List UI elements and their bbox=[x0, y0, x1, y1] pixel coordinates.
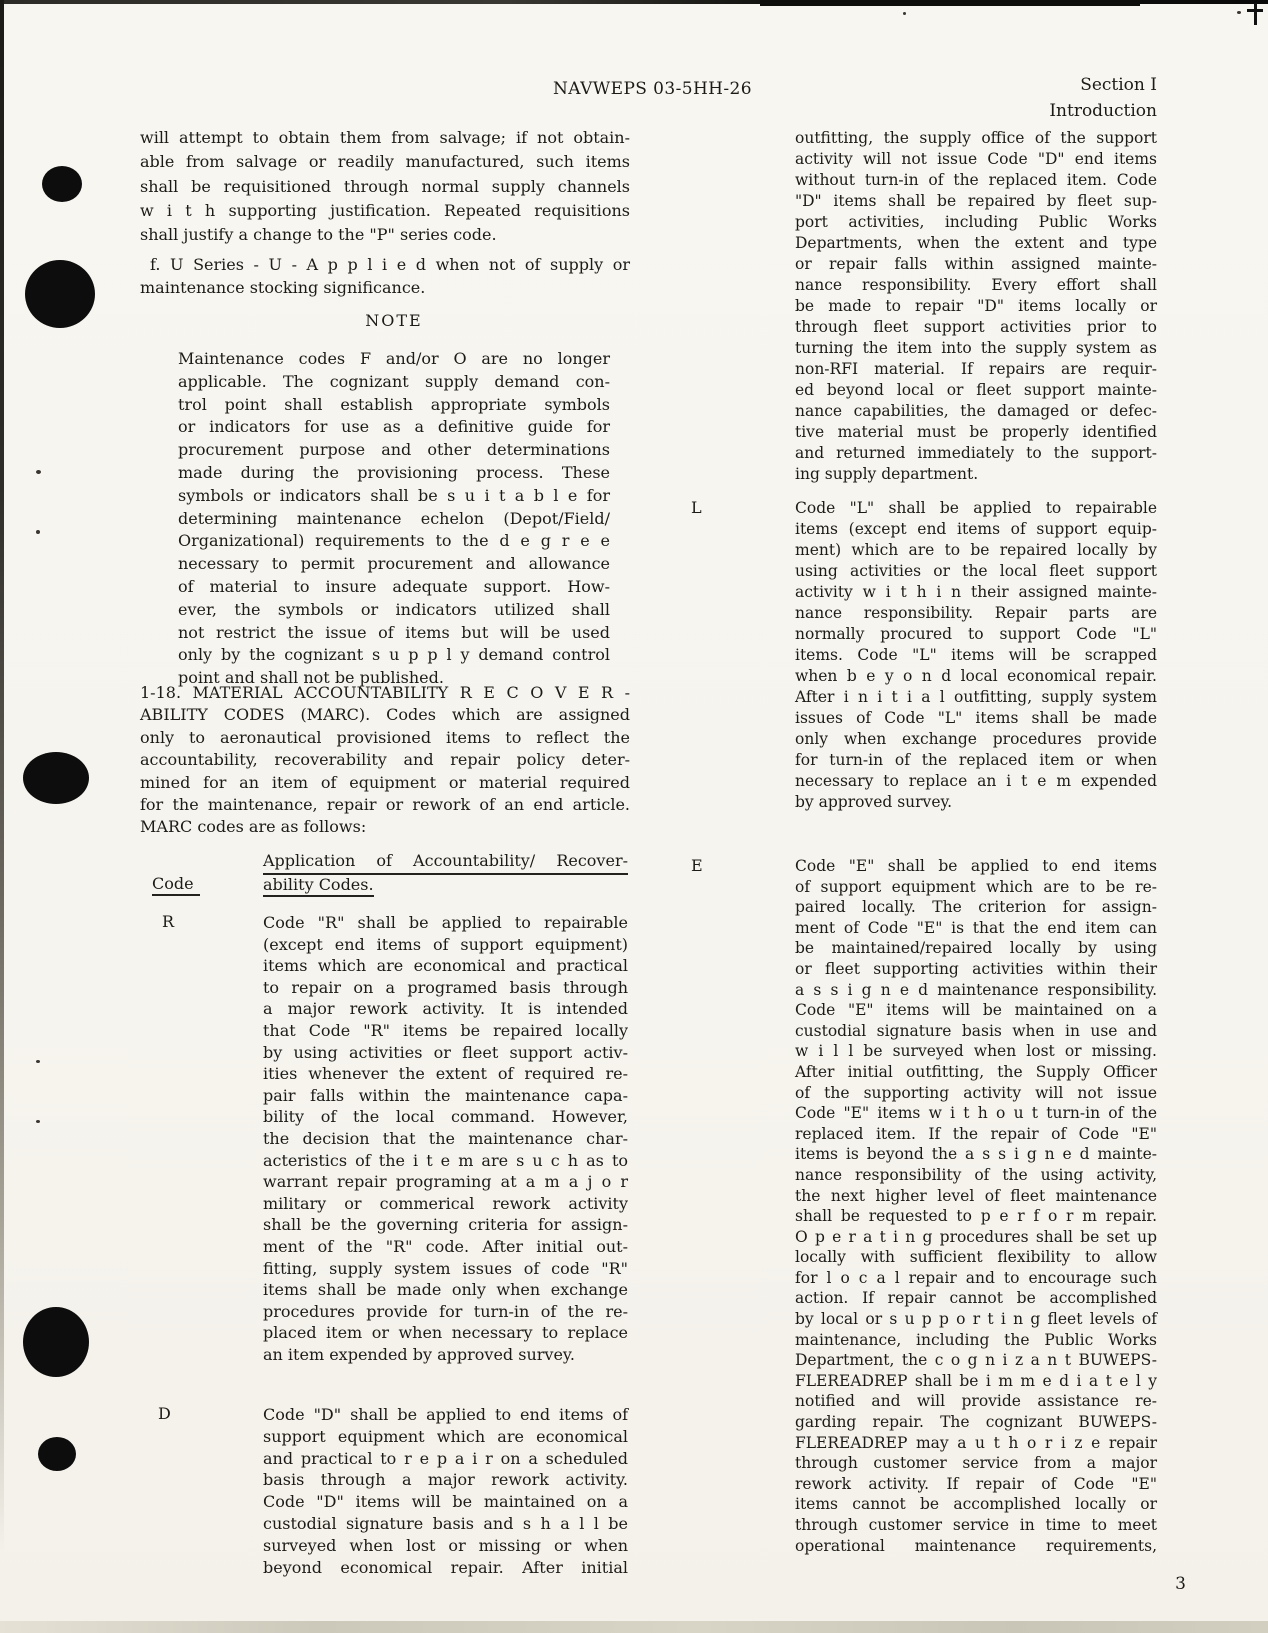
scan-speck bbox=[1237, 11, 1241, 14]
code-D-description-continuation bbox=[795, 128, 1157, 485]
text-line: ment) which are to be repaired locally by bbox=[795, 541, 1157, 559]
page-number: 3 bbox=[1175, 1574, 1186, 1594]
text-line: for the maintenance, repair or rework of an end article. bbox=[140, 795, 630, 815]
code-letter-E: E bbox=[691, 856, 703, 875]
paragraph-1-18-marc bbox=[140, 682, 630, 839]
text-line: that Code "R" items be repaired locally bbox=[263, 1020, 628, 1040]
text-line: when b e y o n d local economical repair. bbox=[795, 667, 1157, 685]
text-line: non-RFI material. If repairs are requir- bbox=[795, 360, 1157, 378]
text-line: the decision that the maintenance char- bbox=[263, 1128, 628, 1148]
text-line: After i n i t i a l outfitting, supply system bbox=[795, 688, 1157, 706]
text-line: through customer service from a major bbox=[795, 1454, 1157, 1473]
text-line: shall be the governing criteria for assign- bbox=[263, 1215, 628, 1235]
code-E-description bbox=[795, 856, 1157, 1556]
text-line: Code "L" shall be applied to repairable bbox=[795, 499, 1157, 517]
code-letter-L: L bbox=[691, 498, 702, 517]
text-line: procedures provide for turn-in of the re- bbox=[263, 1301, 628, 1321]
text-line: ment of the "R" code. After initial out- bbox=[263, 1236, 628, 1256]
text-line: to repair on a programed basis through bbox=[263, 977, 628, 997]
text-line: only to aeronautical provisioned items to reflect the bbox=[140, 727, 630, 747]
text-line: point and shall not be published. bbox=[178, 668, 444, 688]
text-line: military or commerical rework activity bbox=[263, 1193, 628, 1213]
note-heading: NOTE bbox=[365, 311, 423, 330]
text-line: support equipment which are economical bbox=[263, 1426, 628, 1446]
text-line: be made to repair "D" items locally or bbox=[795, 297, 1157, 315]
registration-cross-icon bbox=[1247, 9, 1263, 12]
text-line: procurement purpose and other determinations bbox=[178, 440, 610, 460]
text-line: replaced item. If the repair of Code "E" bbox=[795, 1124, 1157, 1143]
top-edge-line-segment bbox=[760, 0, 1140, 6]
text-line: without turn-in of the replaced item. Code bbox=[795, 171, 1157, 189]
text-line: activity w i t h i n their assigned mainte- bbox=[795, 583, 1157, 601]
text-line: items cannot be accomplished locally or bbox=[795, 1495, 1157, 1514]
table-header-application-line2 bbox=[263, 874, 628, 896]
scan-speck bbox=[36, 530, 40, 534]
text-line: O p e r a t i n g procedures shall be set up bbox=[795, 1227, 1157, 1246]
text-line: surveyed when lost or missing or when bbox=[263, 1535, 628, 1555]
text-line: ed beyond local or fleet support mainte- bbox=[795, 381, 1157, 399]
text-line: placed item or when necessary to replace bbox=[263, 1323, 628, 1343]
text-line: maintenance, including the Public Works bbox=[795, 1330, 1157, 1349]
text-line: tive material must be properly identified bbox=[795, 423, 1157, 441]
text-line: necessary to permit procurement and allowance bbox=[178, 554, 610, 574]
left-edge-line bbox=[0, 0, 4, 1633]
text-line: the next higher level of fleet maintenance bbox=[795, 1186, 1157, 1205]
table-header-text: Code bbox=[152, 874, 200, 896]
text-line: activity will not issue Code "D" end items bbox=[795, 150, 1157, 168]
text-line: or indicators for use as a definitive guide for bbox=[178, 417, 610, 437]
text-line: operational maintenance requirements, bbox=[795, 1536, 1157, 1555]
text-line: items (except end items of support equip- bbox=[795, 520, 1157, 538]
text-line: mined for an item of equipment or material required bbox=[140, 772, 630, 792]
text-line: pair falls within the maintenance capa- bbox=[263, 1085, 628, 1105]
text-line: of the supporting activity will not issue bbox=[795, 1083, 1157, 1102]
code-R-description bbox=[263, 912, 628, 1365]
text-line: normally procured to support Code "L" bbox=[795, 625, 1157, 643]
code-D-description bbox=[263, 1404, 628, 1578]
text-line: be maintained/repaired locally by using bbox=[795, 939, 1157, 958]
text-line: 1-18. MATERIAL ACCOUNTABILITY R E C O V E R - bbox=[140, 683, 630, 702]
text-line: Maintenance codes F and/or O are no longer bbox=[178, 349, 610, 368]
binder-hole-mark bbox=[25, 260, 95, 328]
text-line: warrant repair programing at a m a j o r bbox=[263, 1172, 628, 1192]
binder-hole-mark bbox=[42, 166, 82, 202]
text-line: made during the provisioning process. These bbox=[178, 462, 610, 482]
text-line: f. U Series - U - A p p l i e d when not of supply or bbox=[150, 255, 630, 274]
text-line: nance responsibility. Repair parts are bbox=[795, 604, 1157, 622]
scan-speck bbox=[36, 1120, 40, 1123]
text-line: Organizational) requirements to the d e g r e e bbox=[178, 531, 610, 551]
text-line: able from salvage or readily manufactured, such items bbox=[140, 152, 630, 172]
text-line: issues of Code "L" items shall be made bbox=[795, 709, 1157, 727]
binder-hole-mark bbox=[23, 752, 89, 804]
paragraph-u-series bbox=[140, 253, 630, 299]
text-line: by local or s u p p o r t i n g fleet levels of bbox=[795, 1310, 1157, 1329]
text-line: items which are economical and practical bbox=[263, 956, 628, 976]
text-line: shall justify a change to the "P" series code. bbox=[140, 225, 497, 245]
registration-cross-icon bbox=[1254, 3, 1257, 25]
text-line: w i t h supporting justification. Repeated requisitions bbox=[140, 200, 630, 220]
text-line: an item expended by approved survey. bbox=[263, 1344, 575, 1364]
text-line: through fleet support activities prior to bbox=[795, 318, 1157, 336]
text-line: locally with sufficient flexibility to allow bbox=[795, 1248, 1157, 1267]
text-line: and returned immediately to the support- bbox=[795, 444, 1157, 462]
text-line: symbols or indicators shall be s u i t a b l e for bbox=[178, 485, 610, 505]
text-line: determining maintenance echelon (Depot/Field/ bbox=[178, 508, 610, 528]
text-line: of support equipment which are to be re- bbox=[795, 877, 1157, 896]
text-line: custodial signature basis when in use and bbox=[795, 1021, 1157, 1040]
text-line: fitting, supply system issues of code "R" bbox=[263, 1258, 628, 1278]
text-line: acteristics of the i t e m are s u c h as to bbox=[263, 1150, 628, 1170]
text-line: by using activities or fleet support activ- bbox=[263, 1042, 628, 1062]
text-line: FLEREADREP shall be i m m e d i a t e l y bbox=[795, 1371, 1157, 1390]
text-line: ABILITY CODES (MARC). Codes which are assigned bbox=[140, 705, 630, 725]
text-line: or repair falls within assigned mainte- bbox=[795, 255, 1157, 273]
text-line: a major rework activity. It is intended bbox=[263, 999, 628, 1019]
text-line: w i l l be surveyed when lost or missing. bbox=[795, 1042, 1157, 1061]
text-line: Code "R" shall be applied to repairable bbox=[263, 913, 628, 932]
binder-hole-mark bbox=[38, 1437, 76, 1471]
text-line: and practical to r e p a i r on a scheduled bbox=[263, 1448, 628, 1468]
text-line: beyond economical repair. After initial bbox=[263, 1557, 628, 1577]
binder-hole-mark bbox=[23, 1307, 89, 1377]
paragraph-salvage-continuation bbox=[140, 126, 630, 247]
text-line: Code "D" items will be maintained on a bbox=[263, 1492, 628, 1512]
text-line: custodial signature basis and s h a l l be bbox=[263, 1513, 628, 1533]
text-line: items shall be made only when exchange bbox=[263, 1280, 628, 1300]
text-line: accountability, recoverability and repair policy deter- bbox=[140, 750, 630, 770]
text-line: maintenance stocking significance. bbox=[140, 278, 426, 297]
text-line: only by the cognizant s u p p l y demand control bbox=[178, 645, 610, 665]
text-line: notified and will provide assistance re- bbox=[795, 1392, 1157, 1411]
text-line: garding repair. The cognizant BUWEPS- bbox=[795, 1413, 1157, 1432]
section-subtitle: Introduction bbox=[1049, 101, 1157, 121]
bottom-edge-shadow bbox=[0, 1621, 1268, 1633]
text-line: Code "E" shall be applied to end items bbox=[795, 857, 1157, 875]
text-line: nance responsibility. Every effort shall bbox=[795, 276, 1157, 294]
text-line: ing supply department. bbox=[795, 465, 979, 483]
section-label: Section I bbox=[1080, 75, 1157, 95]
text-line: Code "D" shall be applied to end items of bbox=[263, 1405, 628, 1424]
text-line: ities whenever the extent of required re- bbox=[263, 1064, 628, 1084]
text-line: items. Code "L" items will be scrapped bbox=[795, 646, 1157, 664]
text-line: ever, the symbols or indicators utilized shall bbox=[178, 599, 610, 619]
text-line: by approved survey. bbox=[795, 793, 953, 811]
scan-speck bbox=[36, 1060, 40, 1063]
text-line: FLEREADREP may a u t h o r i z e repair bbox=[795, 1433, 1157, 1452]
text-line: or fleet supporting activities within their bbox=[795, 959, 1157, 978]
text-line: rework activity. If repair of Code "E" bbox=[795, 1474, 1157, 1493]
table-header-application-line1 bbox=[263, 850, 628, 875]
table-header-code bbox=[152, 874, 200, 893]
code-letter-D: D bbox=[158, 1404, 171, 1423]
text-line: outfitting, the supply office of the support bbox=[795, 129, 1157, 147]
note-paragraph bbox=[178, 348, 610, 690]
text-line: ment of Code "E" is that the end item can bbox=[795, 918, 1157, 937]
text-line: a s s i g n e d maintenance responsibility. bbox=[795, 980, 1157, 999]
text-line: MARC codes are as follows: bbox=[140, 817, 367, 837]
scan-speck bbox=[36, 470, 41, 474]
text-line: not restrict the issue of items but will be used bbox=[178, 622, 610, 642]
text-line: Departments, when the extent and type bbox=[795, 234, 1157, 252]
text-line: After initial outfitting, the Supply Officer bbox=[795, 1062, 1157, 1081]
section-header bbox=[957, 72, 1157, 124]
text-line: applicable. The cognizant supply demand con- bbox=[178, 371, 610, 391]
text-line: basis through a major rework activity. bbox=[263, 1470, 628, 1490]
text-line: necessary to replace an i t e m expended bbox=[795, 772, 1157, 790]
document-number: NAVWEPS 03-5HH-26 bbox=[553, 79, 752, 99]
text-line: for l o c a l repair and to encourage such bbox=[795, 1268, 1157, 1287]
table-header-text: Application of Accountability/ Recover- bbox=[263, 850, 628, 875]
text-line: (except end items of support equipment) bbox=[263, 934, 628, 954]
text-line: using activities or the local fleet support bbox=[795, 562, 1157, 580]
text-line: for turn-in of the replaced item or when bbox=[795, 751, 1157, 769]
code-L-description bbox=[795, 498, 1157, 813]
text-line: "D" items shall be repaired by fleet sup- bbox=[795, 192, 1157, 210]
text-line: only when exchange procedures provide bbox=[795, 730, 1157, 748]
text-line: paired locally. The criterion for assign- bbox=[795, 898, 1157, 917]
text-line: trol point shall establish appropriate symbols bbox=[178, 394, 610, 414]
text-line: turning the item into the supply system as bbox=[795, 339, 1157, 357]
scan-speck bbox=[903, 12, 906, 15]
text-line: bility of the local command. However, bbox=[263, 1107, 628, 1127]
text-line: Department, the c o g n i z a n t BUWEPS- bbox=[795, 1351, 1157, 1370]
text-line: nance responsibility of the using activity, bbox=[795, 1165, 1157, 1184]
text-line: of material to insure adequate support. How- bbox=[178, 576, 610, 596]
text-line: shall be requisitioned through normal supply channels bbox=[140, 176, 630, 196]
code-letter-R: R bbox=[162, 912, 175, 931]
text-line: through customer service in time to meet bbox=[795, 1516, 1157, 1534]
text-line: nance capabilities, the damaged or defec- bbox=[795, 402, 1157, 420]
text-line: shall be requested to p e r f o r m repair. bbox=[795, 1207, 1157, 1226]
text-line: will attempt to obtain them from salvage; if not obtain- bbox=[140, 128, 630, 147]
table-header-text: ability Codes. bbox=[263, 875, 374, 897]
text-line: Code "E" items w i t h o u t turn-in of the bbox=[795, 1104, 1157, 1123]
text-line: action. If repair cannot be accomplished bbox=[795, 1289, 1157, 1308]
text-line: items is beyond the a s s i g n e d mainte- bbox=[795, 1145, 1157, 1164]
text-line: port activities, including Public Works bbox=[795, 213, 1157, 231]
text-line: Code "E" items will be maintained on a bbox=[795, 1001, 1157, 1020]
